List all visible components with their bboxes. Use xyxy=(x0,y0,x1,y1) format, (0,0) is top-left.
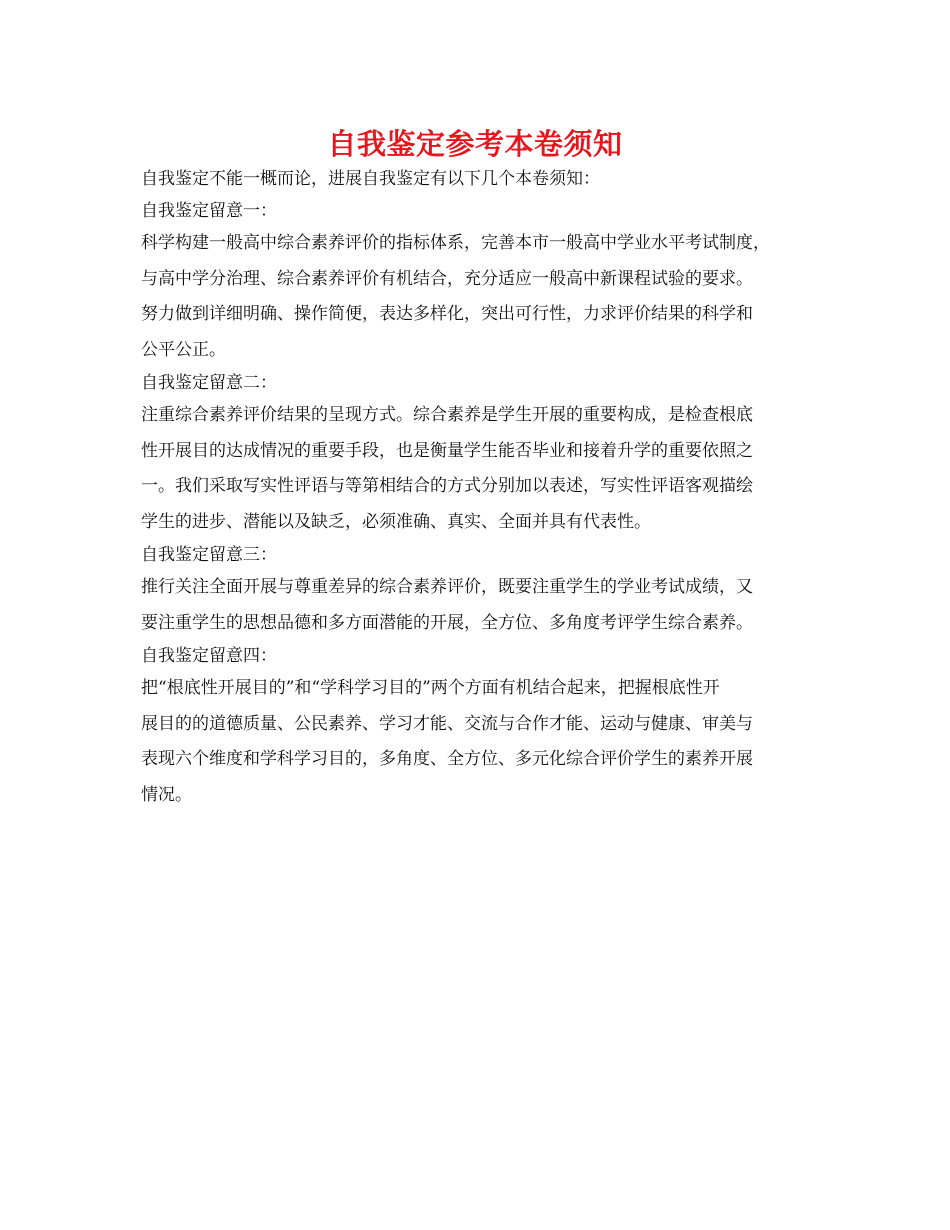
section-3-heading: 自我鉴定留意三： xyxy=(141,545,277,565)
section-4-line-4: 情况。 xyxy=(141,784,192,805)
section-4-heading: 自我鉴定留意四： xyxy=(141,646,277,666)
section-1-line-4: 公平公正。 xyxy=(141,339,226,360)
section-4-line-2: 展目的的道德质量、公民素养、学习才能、交流与合作才能、运动与健康、审美与 xyxy=(141,713,753,734)
section-3-line-1: 推行关注全面开展与尊重差异的综合素养评价，既要注重学生的学业考试成绩，又 xyxy=(141,577,753,597)
section-1-heading: 自我鉴定留意一： xyxy=(141,201,277,221)
section-3-line-2: 要注重学生的思想品德和多方面潜能的开展，全方位、多角度考评学生综合素养。 xyxy=(141,612,753,633)
section-2-line-1: 注重综合素养评价结果的呈现方式。综合素养是学生开展的重要构成，是检查根底 xyxy=(141,405,753,425)
section-2-line-4: 学生的进步、潜能以及缺乏，必须准确、真实、全面并具有代表性。 xyxy=(141,511,651,532)
intro-paragraph: 自我鉴定不能一概而论，进展自我鉴定有以下几个本卷须知： xyxy=(141,169,600,189)
section-1-line-2: 与高中学分治理、综合素养评价有机结合，充分适应一般高中新课程试验的要求。 xyxy=(141,268,753,289)
section-2-heading: 自我鉴定留意二： xyxy=(141,373,277,393)
document-title: 自我鉴定参考本卷须知 xyxy=(327,127,623,161)
section-4-line-1: 把“根底性开展目的”和“学科学习目的”两个方面有机结合起来，把握根底性开 xyxy=(141,678,720,698)
document-body xyxy=(141,162,831,813)
section-1-line-3: 努力做到详细明确、操作简便，表达多样化，突出可行性，力求评价结果的科学和 xyxy=(141,304,753,324)
section-2-line-2: 性开展目的达成情况的重要手段，也是衡量学生能否毕业和接着升学的重要依照之 xyxy=(141,440,753,461)
section-2-line-3: 一。我们采取写实性评语与等第相结合的方式分别加以表述，写实性评语客观描绘 xyxy=(141,476,753,496)
section-1-line-1: 科学构建一般高中综合素养评价的指标体系，完善本市一般高中学业水平考试制度， xyxy=(141,233,770,253)
section-4-line-3: 表现六个维度和学科学习目的，多角度、全方位、多元化综合评价学生的素养开展 xyxy=(141,749,753,769)
